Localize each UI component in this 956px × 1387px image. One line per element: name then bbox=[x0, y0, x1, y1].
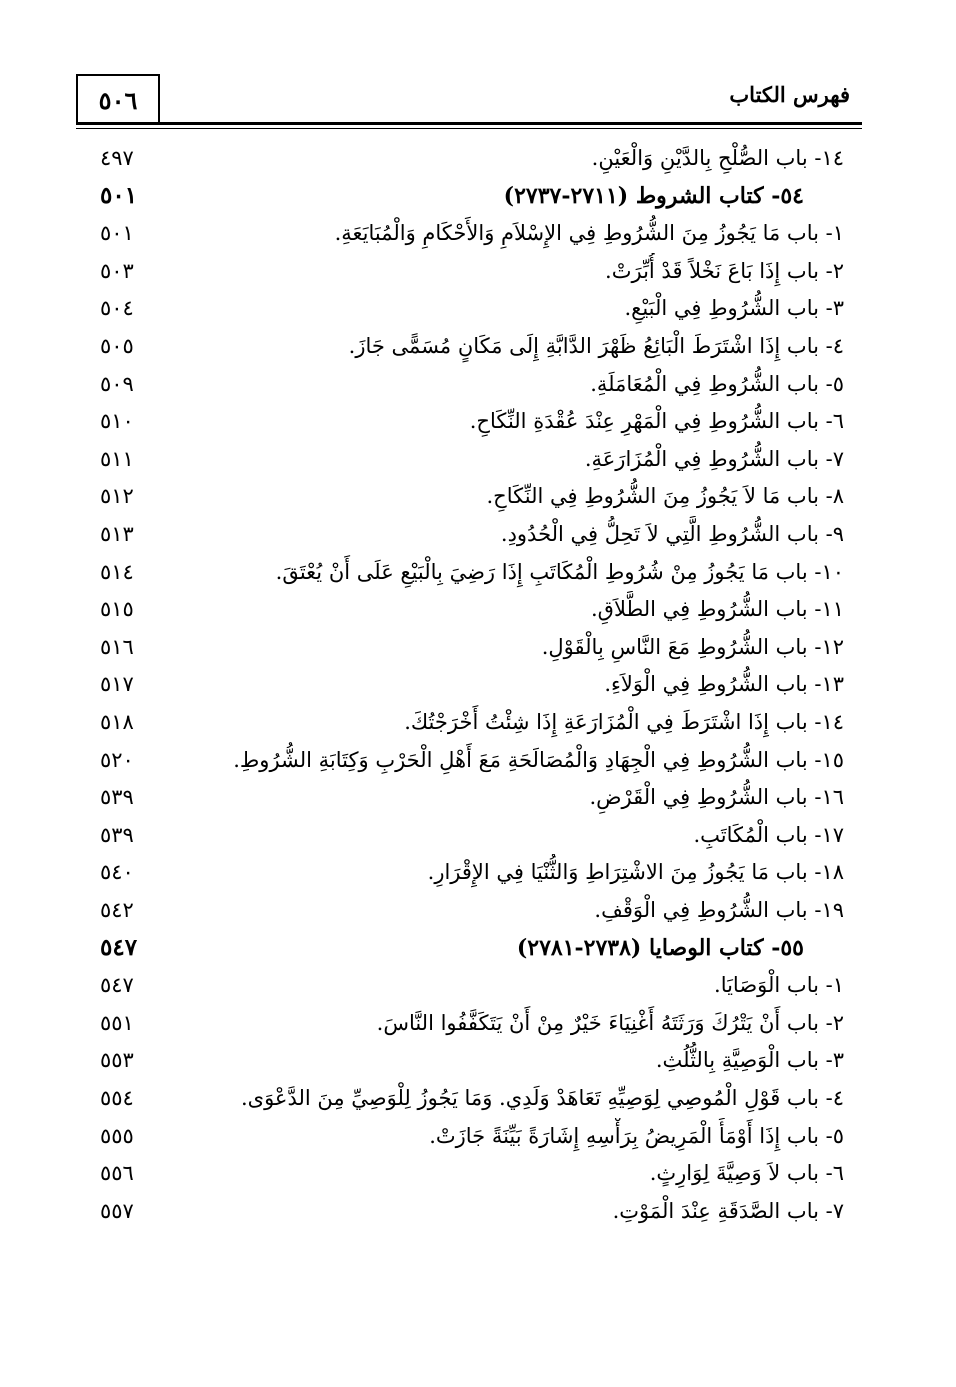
chapter-entry bbox=[0, 253, 956, 289]
chapter-title: ٨- باب مَا لاَ يَجُوزُ مِنَ الشُّرُوطِ فِي النِّكَاحِ. bbox=[486, 484, 844, 509]
page-reference: ٥٥٥ bbox=[100, 1123, 134, 1148]
chapter-entry bbox=[0, 403, 956, 439]
page-reference: ٥١٧ bbox=[100, 672, 134, 697]
page-reference: ٥٤٠ bbox=[100, 860, 134, 885]
chapter-title: ٢- باب إِذَا بَاعَ نَخْلاً قَدْ أُبِّرَتْ. bbox=[605, 258, 844, 283]
chapter-title: ٣- باب الشُّرُوطِ فِي الْبَيْعِ. bbox=[624, 296, 844, 321]
chapter-title: ٦- باب لاَ وَصِيَّةَ لِوَارِثٍ. bbox=[649, 1161, 844, 1186]
chapter-title: ١٩- باب الشُّرُوطِ فِي الْوَقْفِ. bbox=[594, 898, 844, 922]
chapter-title: ١٥- باب الشُّرُوطِ فِي الْجِهَادِ وَالْمُصَالَحَةِ مَعَ أَهْلِ الْحَرْبِ وَكِتَابَةِ الشُّرُوطِ. bbox=[233, 747, 844, 772]
chapter-entry bbox=[0, 1155, 956, 1191]
chapter-title: ٤- باب إِذَا اشْتَرَطَ الْبَائِعُ ظَهْرَ الدَّابَّةِ إِلَى مَكَانٍ مُسَمًّى جَازَ. bbox=[348, 334, 844, 358]
chapter-entry bbox=[0, 328, 956, 364]
chapter-title: ١٧- باب الْمُكَاتَبِ. bbox=[693, 822, 844, 847]
page-reference: ٥٠٩ bbox=[100, 371, 134, 396]
chapter-entry bbox=[0, 140, 956, 176]
page-reference: ٥٣٩ bbox=[100, 822, 134, 847]
chapter-title: ٢- باب أَنْ يَتْرُكَ وَرَثَتَهُ أَغْنِيَاءَ خَيْرٌ مِنْ أَنْ يَتَكَفَّفُوا النَّاسَ. bbox=[376, 1010, 844, 1035]
page-reference: ٥٠٣ bbox=[100, 258, 134, 283]
chapter-entry bbox=[0, 1118, 956, 1154]
section-title: ٥٥- كتاب الوصايا (٢٧٣٨-٢٧٨١) bbox=[516, 934, 804, 961]
chapter-entry bbox=[0, 967, 956, 1003]
page-number: ٥٠٦ bbox=[98, 85, 138, 115]
chapter-title: ٧- باب الصَّدَقَةِ عِنْدَ الْمَوْتِ. bbox=[612, 1198, 844, 1223]
section-title: ٥٤- كتاب الشروط (٢٧١١-٢٧٣٧) bbox=[503, 182, 804, 209]
chapter-entry bbox=[0, 441, 956, 477]
page-reference: ٥٤٧ bbox=[100, 973, 134, 998]
chapter-entry bbox=[0, 817, 956, 853]
page-reference: ٥١٦ bbox=[100, 634, 134, 659]
chapter-title: ١٤- باب الصُّلْحِ بِالدَّيْنِ وَالْعَيْنِ. bbox=[591, 146, 844, 170]
chapter-entry bbox=[0, 591, 956, 627]
chapter-entry bbox=[0, 704, 956, 740]
chapter-title: ٥- باب الشُّرُوطِ فِي الْمُعَامَلَةِ. bbox=[590, 371, 844, 396]
page-reference: ٥١٠ bbox=[100, 409, 134, 434]
page-reference: ٥٥١ bbox=[100, 1010, 134, 1035]
book-section-heading bbox=[0, 930, 956, 966]
chapter-entry bbox=[0, 554, 956, 590]
chapter-entry bbox=[0, 629, 956, 665]
chapter-entry bbox=[0, 516, 956, 552]
page-reference: ٥٤٧ bbox=[100, 933, 138, 961]
chapter-title: ٧- باب الشُّرُوطِ فِي الْمُزَارَعَةِ. bbox=[584, 446, 844, 471]
chapter-entry bbox=[0, 1193, 956, 1229]
chapter-title: ٩- باب الشُّرُوطِ الَّتِي لاَ تَحِلُّ فِي الْحُدُودِ. bbox=[500, 522, 844, 546]
chapter-title: ١١- باب الشُّرُوطِ فِي الطَّلاَقِ. bbox=[591, 597, 844, 622]
chapter-entry bbox=[0, 742, 956, 778]
page-reference: ٥٣٩ bbox=[100, 785, 134, 810]
page-reference: ٥٥٦ bbox=[100, 1161, 134, 1186]
chapter-title: ١٣- باب الشُّرُوطِ فِي الْوَلاَءِ. bbox=[604, 672, 844, 697]
chapter-entry bbox=[0, 666, 956, 702]
page-reference: ٥٠١ bbox=[100, 221, 134, 246]
chapter-entry bbox=[0, 478, 956, 514]
chapter-entry bbox=[0, 1005, 956, 1041]
page-reference: ٥٥٣ bbox=[100, 1048, 134, 1073]
page-reference: ٥١٨ bbox=[100, 710, 134, 734]
chapter-title: ٥- باب إِذَا أَوْمَأَ الْمَرِيضُ بِرَأْسِهِ إِشَارَةً بَيِّنَةً جَازَتْ. bbox=[429, 1123, 844, 1148]
chapter-title: ١- باب الْوَصَايَا. bbox=[714, 973, 844, 998]
page-reference: ٥١٣ bbox=[100, 522, 134, 546]
chapter-entry bbox=[0, 892, 956, 928]
page-reference: ٤٩٧ bbox=[100, 146, 134, 170]
page-reference: ٥٠٥ bbox=[100, 334, 134, 358]
chapter-title: ٤- باب قَوْلِ الْمُوصِي لِوَصِيِّهِ تَعَاهَدْ وَلَدِي. وَمَا يَجُوزُ لِلْوَصِيِّ مِنَ الدَّعْوَى. bbox=[240, 1086, 844, 1110]
chapter-entry bbox=[0, 1080, 956, 1116]
chapter-title: ١٦- باب الشُّرُوطِ فِي الْقَرْضِ. bbox=[589, 785, 844, 810]
chapter-entry bbox=[0, 779, 956, 815]
chapter-entry bbox=[0, 854, 956, 890]
page-reference: ٥٥٤ bbox=[100, 1086, 134, 1110]
chapter-entry bbox=[0, 290, 956, 326]
chapter-title: ١٢- باب الشُّرُوطِ مَعَ النَّاسِ بِالْقَوْلِ. bbox=[541, 634, 844, 659]
page-reference: ٥٠٤ bbox=[100, 296, 134, 321]
page-reference: ٥٠١ bbox=[100, 181, 138, 209]
page-reference: ٥١٥ bbox=[100, 597, 134, 622]
chapter-title: ١٤- باب إِذَا اشْتَرَطَ فِي الْمُزَارَعَةِ إِذَا شِئْتُ أَخْرَجْتُكَ. bbox=[404, 710, 844, 734]
chapter-title: ٦- باب الشُّرُوطِ فِي الْمَهْرِ عِنْدَ عُقْدَةِ النِّكَاحِ. bbox=[469, 409, 844, 434]
chapter-entry bbox=[0, 1042, 956, 1078]
chapter-title: ٣- باب الْوَصِيَّةِ بِالثُّلُثِ. bbox=[655, 1048, 844, 1073]
page-reference: ٥١٢ bbox=[100, 484, 134, 509]
chapter-title: ١- باب مَا يَجُوزُ مِنَ الشُّرُوطِ فِي الإِسْلاَمِ وَالأَحْكَامِ وَالْمُبَايَعَةِ. bbox=[334, 221, 844, 246]
page-reference: ٥١١ bbox=[100, 446, 134, 471]
page-reference: ٥٥٧ bbox=[100, 1198, 134, 1223]
page-reference: ٥٤٢ bbox=[100, 898, 134, 922]
page-reference: ٥١٤ bbox=[100, 559, 134, 584]
chapter-entry bbox=[0, 215, 956, 251]
chapter-entry bbox=[0, 366, 956, 402]
page-reference: ٥٢٠ bbox=[100, 747, 134, 772]
running-title: فهرس الكتاب bbox=[729, 82, 850, 107]
chapter-title: ١٠- باب مَا يَجُوزُ مِنْ شُرُوطِ الْمُكَاتَبِ إِذَا رَضِيَ بِالْبَيْعِ عَلَى أَنْ يُعْتَقَ. bbox=[275, 559, 844, 584]
book-section-heading bbox=[0, 178, 956, 214]
chapter-title: ١٨- باب مَا يَجُوزُ مِنَ الاشْتِرَاطِ وَالثُّنْيَا فِي الإِقْرَارِ. bbox=[427, 860, 844, 885]
